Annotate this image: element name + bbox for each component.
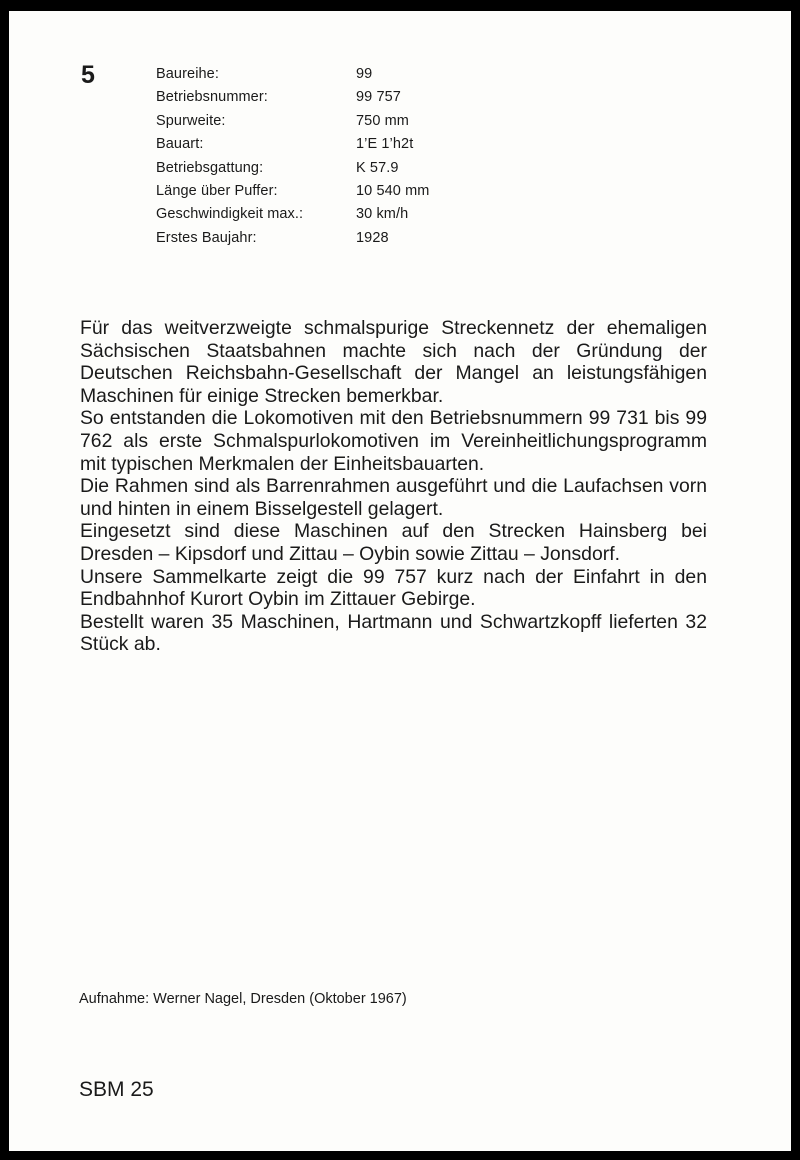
photo-credit: Aufnahme: Werner Nagel, Dresden (Oktober 1967) [79, 991, 407, 1007]
description-paragraph: Bestellt waren 35 Maschinen, Hartmann und Schwartzkopff lieferten 32 Stück ab. [80, 610, 707, 656]
spec-row [156, 63, 429, 86]
spec-value: K 57.9 [356, 159, 399, 176]
description-text [80, 317, 707, 656]
spec-value: 750 mm [356, 112, 409, 129]
spec-label: Betriebsgattung: [156, 159, 264, 176]
spec-row [156, 180, 429, 203]
description-paragraph: Die Rahmen sind als Barrenrahmen ausgeführt und die Laufachsen vorn und hinten in einem Bisselgestell gelagert. [80, 475, 707, 520]
description-paragraph: Unsere Sammelkarte zeigt die 99 757 kurz nach der Einfahrt in den Endbahnhof Kurort Oybin im Zittauer Gebirge. [80, 565, 707, 611]
series-code: SBM 25 [79, 1078, 154, 1101]
spec-label: Erstes Baujahr: [156, 229, 257, 246]
spec-row [156, 157, 429, 180]
spec-label: Geschwindigkeit max.: [156, 206, 304, 223]
spec-value: 10 540 mm [356, 183, 430, 200]
spec-label: Baureihe: [156, 66, 219, 82]
spec-value: 1’E 1’h2t [356, 136, 414, 153]
spec-value: 1928 [356, 229, 389, 246]
spec-label: Bauart: [156, 136, 204, 153]
description-paragraph: Für das weitverzweigte schmalspurige Streckennetz der ehemaligen Sächsischen Staatsbahnen machte sich nach der Gründung der Deutschen Reichsbahn-Gesellschaft der Mangel an leistungsfähigen Maschinen für einige Strecken bemerkbar. [80, 317, 707, 407]
spec-row [156, 133, 429, 156]
spec-row [156, 86, 429, 109]
spec-value: 99 757 [356, 89, 401, 106]
collector-card [9, 11, 791, 1151]
description-paragraph: So entstanden die Lokomotiven mit den Betriebsnummern 99 731 bis 99 762 als erste Schmalspurlokomotiven im Vereinheitlichungsprogramm mit typischen Merkmalen der Einheitsbauarten. [80, 407, 707, 475]
spec-row [156, 227, 429, 250]
spec-value: 30 km/h [356, 206, 409, 223]
card-number: 5 [81, 61, 95, 89]
spec-label: Länge über Puffer: [156, 183, 278, 200]
spec-label: Spurweite: [156, 112, 226, 129]
spec-value: 99 [356, 66, 373, 82]
spec-row [156, 203, 429, 226]
spec-row [156, 110, 429, 133]
spec-label: Betriebsnummer: [156, 89, 268, 106]
description-paragraph: Eingesetzt sind diese Maschinen auf den Strecken Hainsberg bei Dresden – Kipsdorf und Zittau – Oybin sowie Zittau – Jonsdorf. [80, 520, 707, 565]
spec-table [156, 63, 429, 250]
